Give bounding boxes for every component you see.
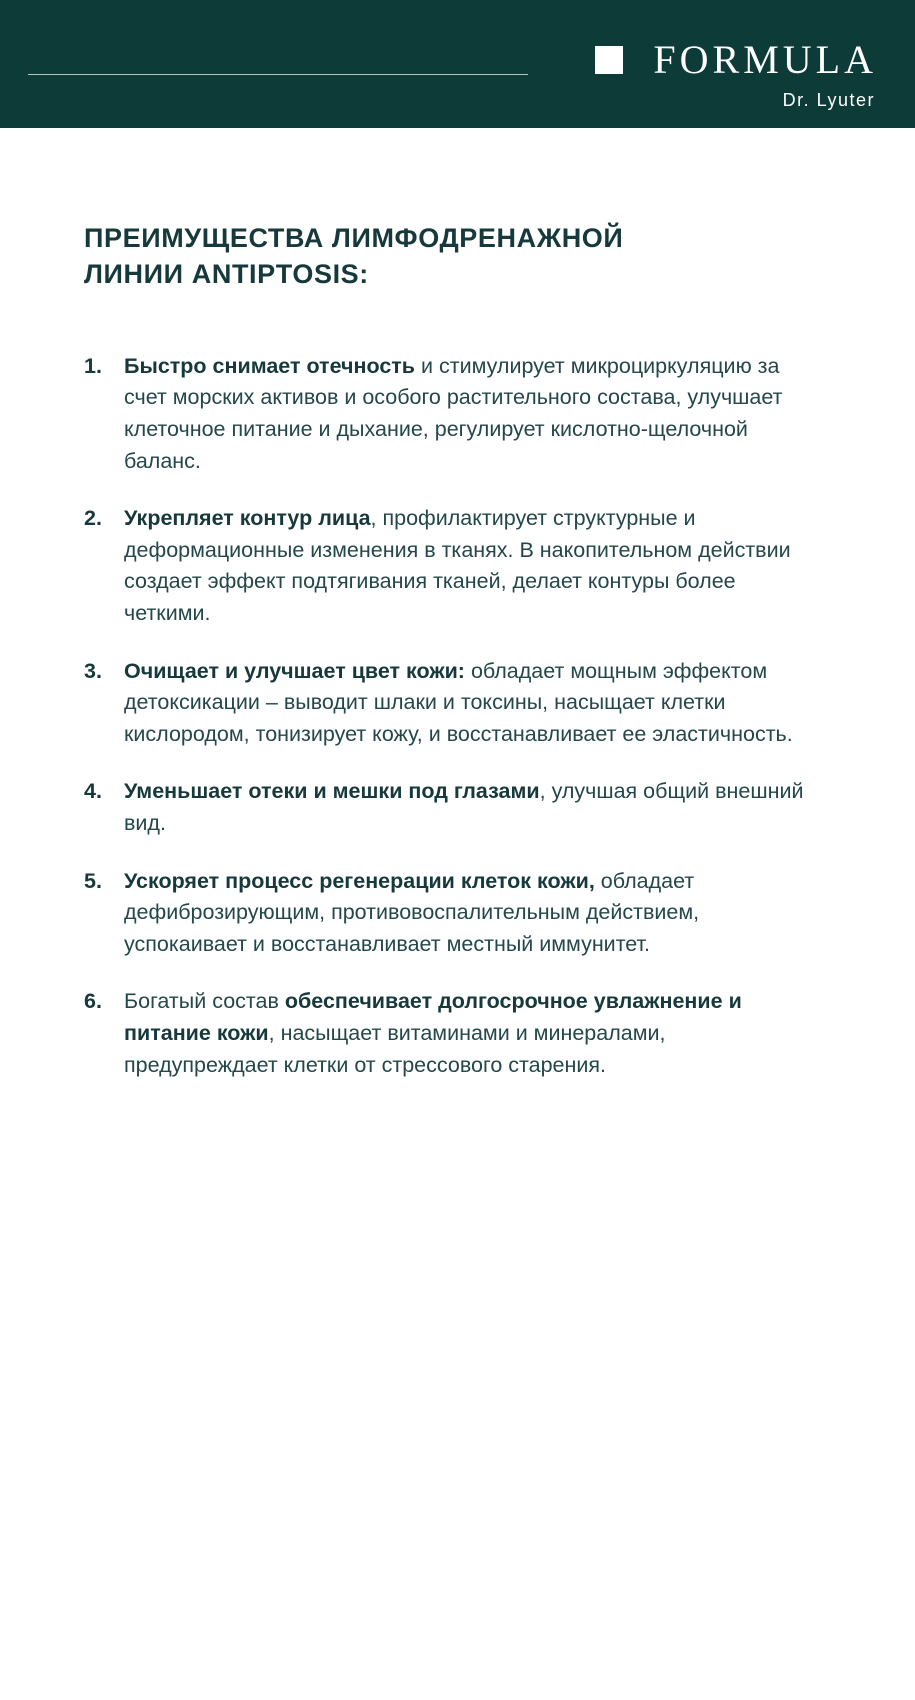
list-item-text: обладает мощным эффектом детоксикации – выводит шлаки и токсины, насыщает клетки кислородом, тонизирует кожу, и восстанавливает ее эластичность.	[124, 658, 793, 746]
page-title: ПРЕИМУЩЕСТВА ЛИМФОДРЕНАЖНОЙ ЛИНИИ ANTIPTOSIS:	[84, 223, 624, 290]
list-item-text: и стимулирует микроциркуляцию за счет морских активов и особого растительного состава, улучшает клеточное питание и дыхание, регулирует кислотно-щелочной баланс.	[124, 353, 783, 473]
list-item-bold-lead: Уменьшает отеки и мешки под глазами	[124, 779, 540, 804]
list-item	[84, 656, 824, 751]
list-item-text: , профилактирует структурные и деформационные изменения в тканях. В накопительном действии создает эффект подтягивания тканей, делает контуры более четкими.	[124, 506, 791, 626]
list-item-number: 6.	[84, 989, 102, 1014]
list-item-number: 2.	[84, 506, 102, 531]
header-divider-line	[28, 74, 528, 75]
list-item-text: , насыщает витаминами и минералами, предупреждает клетки от стрессового старения.	[124, 1020, 666, 1077]
brand-subtitle: Dr. Lyuter	[782, 90, 875, 110]
list-item-number: 5.	[84, 868, 102, 893]
list-item-bold-lead: Ускоряет процесс регенерации клеток кожи,	[124, 868, 595, 893]
brand-name: FORMULA	[653, 37, 877, 82]
list-item-number: 1.	[84, 353, 102, 378]
list-item	[84, 776, 824, 839]
list-item-bold-lead: Укрепляет контур лица	[124, 506, 371, 531]
list-item-number: 3.	[84, 658, 102, 683]
list-item	[84, 866, 824, 961]
list-item-number: 4.	[84, 779, 102, 804]
list-item	[84, 351, 824, 477]
brand-logo	[595, 37, 877, 111]
list-item-bold-lead: Быстро снимает отечность	[124, 353, 416, 378]
document-content	[0, 128, 915, 1081]
list-item-text: обладает дефиброзирующим, противовоспалительным действием, успокаивает и восстанавливает местный иммунитет.	[124, 868, 700, 956]
list-item	[84, 503, 824, 629]
benefits-list	[84, 351, 855, 1081]
page-header	[0, 0, 915, 128]
list-item-bold-lead: Очищает и улучшает цвет кожи:	[124, 658, 465, 683]
list-item	[84, 986, 824, 1081]
list-item-bold-mid: обеспечивает долгосрочное увлажнение и питание кожи	[124, 989, 742, 1045]
list-item-lead: Богатый состав	[124, 989, 285, 1014]
white-square-icon	[595, 46, 623, 74]
list-item-text: , улучшая общий внешний вид.	[124, 779, 804, 835]
